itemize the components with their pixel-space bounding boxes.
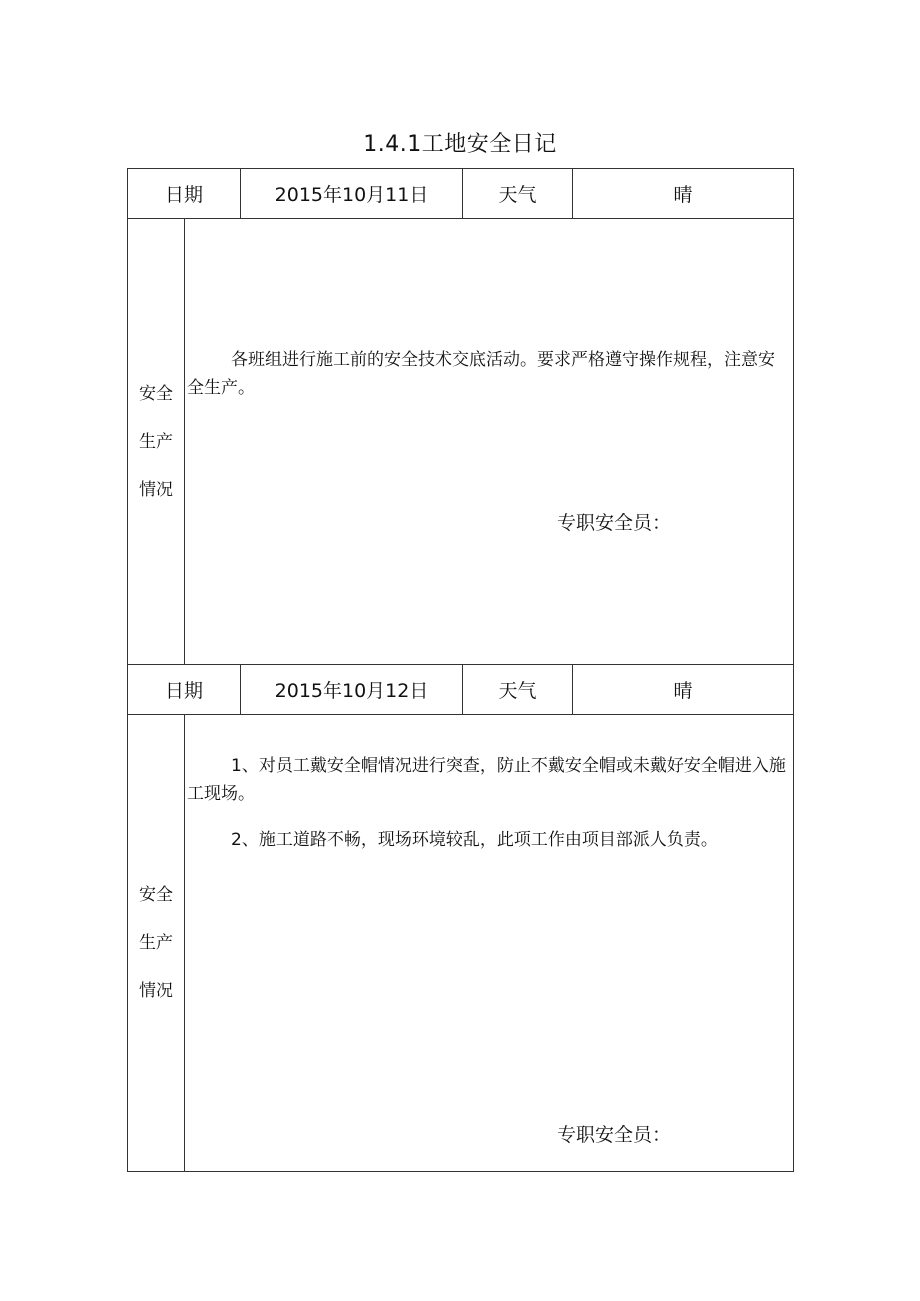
safety-content [185,219,794,665]
section-label: 安全 生产 情况 [128,715,185,1172]
date-value: 2015年10月12日 [241,665,463,715]
entry-2-body-row [128,715,794,1172]
content-paragraph: 各班组进行施工前的安全技术交底活动。要求严格遵守操作规程，注意安全生产。 [187,350,775,398]
signature-label: 专职安全员： [557,512,672,534]
content-paragraph: 2、施工道路不畅，现场环境较乱，此项工作由项目部派人负责。 [231,830,718,850]
weather-label: 天气 [463,169,573,219]
weather-label: 天气 [463,665,573,715]
entry-1-header-row [128,169,794,219]
weather-value: 晴 [573,665,794,715]
date-value: 2015年10月11日 [241,169,463,219]
safety-content [185,715,794,1172]
date-label: 日期 [128,665,241,715]
page-title: 1.4.1工地安全日记 [363,132,557,157]
signature-label: 专职安全员： [557,1124,672,1146]
date-label: 日期 [128,169,241,219]
entry-2-header-row [128,665,794,715]
section-label: 安全 生产 情况 [128,219,185,665]
content-paragraph: 1、对员工戴安全帽情况进行突查，防止不戴安全帽或未戴好安全帽进入施工现场。 [187,756,786,804]
weather-value: 晴 [573,169,794,219]
entry-1-body-row [128,219,794,665]
safety-log-table [127,168,794,1172]
